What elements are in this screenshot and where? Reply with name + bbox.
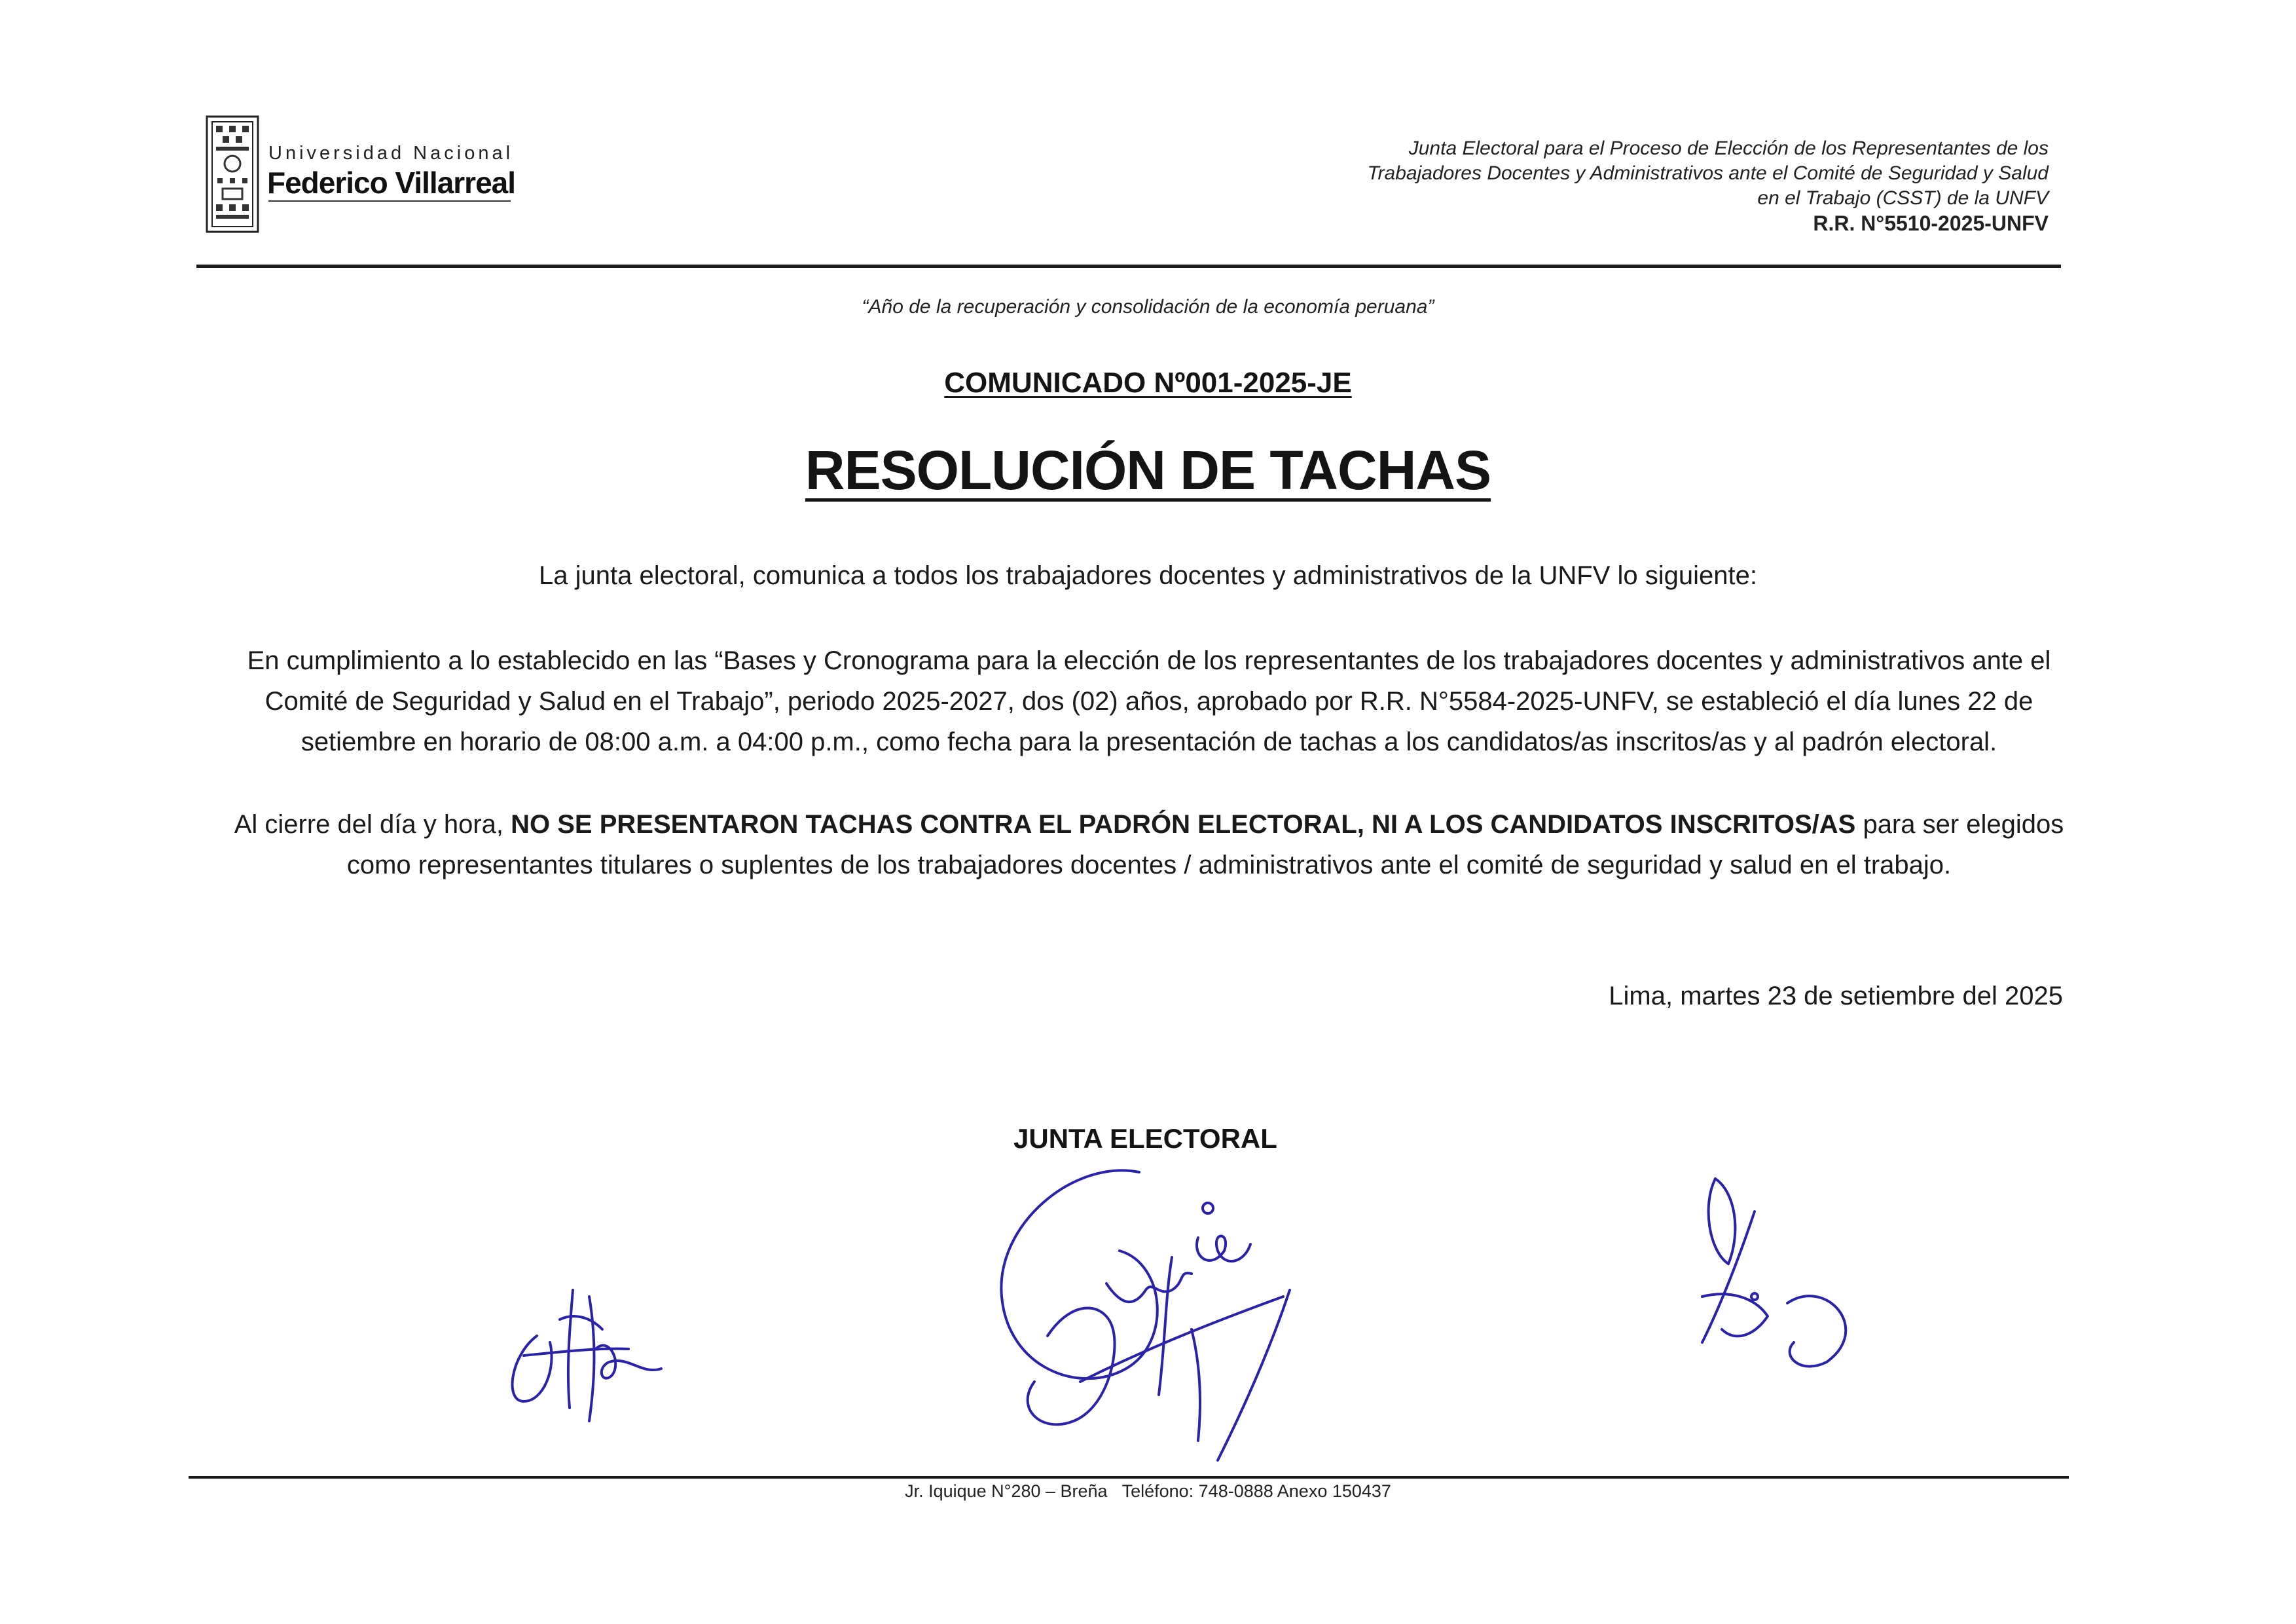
electoral-board-label: JUNTA ELECTORAL bbox=[1013, 1123, 1277, 1154]
intro-paragraph: La junta electoral, comunica a todos los trabajadores docentes y administrativos de la UNFV lo siguiente: bbox=[539, 561, 1757, 590]
electoral-board-header bbox=[1263, 136, 2049, 236]
paragraph-2-line-2: como representantes titulares o suplentes de los trabajadores docentes / administrativos ante el comité de seguridad y salud en el trabajo. bbox=[346, 851, 1952, 879]
page-title-text: RESOLUCIÓN DE TACHAS bbox=[805, 439, 1491, 501]
paragraph-2-line-1 bbox=[216, 804, 2082, 845]
header-divider bbox=[196, 265, 2061, 268]
page-title bbox=[0, 439, 2296, 502]
paragraph-2-bold-statement: NO SE PRESENTARON TACHAS CONTRA EL PADRÓN ELECTORAL, NI A LOS CANDIDATOS INSCRITOS/AS bbox=[511, 810, 1856, 839]
year-motto: “Año de la recuperación y consolidación de la economía peruana” bbox=[862, 296, 1434, 318]
university-name-line2: Federico Villarreal bbox=[267, 166, 516, 200]
paragraph-2-prefix: Al cierre del día y hora, bbox=[234, 810, 511, 839]
paragraph-1-line: setiembre en horario de 08:00 a.m. a 04:00 p.m., como fecha para la presentación de tachas a los candidatos/as inscritos/as y al padrón electoral. bbox=[301, 728, 1997, 756]
signature-right bbox=[1676, 1166, 1866, 1382]
paragraph-1-line: Comité de Seguridad y Salud en el Trabajo”, periodo 2025-2027, dos (02) años, aprobado por R.R. N°5584-2025-UNFV, se estableció el día lunes 22 de bbox=[264, 687, 2033, 716]
paragraph-1 bbox=[216, 640, 2082, 762]
footer-divider bbox=[189, 1476, 2069, 1479]
footer-address: Jr. Iquique N°280 – Breña Teléfono: 748-0888 Anexo 150437 bbox=[905, 1481, 1391, 1501]
resolution-reference: R.R. N°5510-2025-UNFV bbox=[1813, 212, 2049, 235]
logo-underline bbox=[268, 200, 511, 202]
date-line: Lima, martes 23 de setiembre del 2025 bbox=[1609, 982, 2063, 1010]
signature-left bbox=[498, 1270, 687, 1428]
university-crest-icon bbox=[206, 115, 259, 233]
paragraph-2 bbox=[216, 804, 2082, 885]
paragraph-1-line: En cumplimiento a lo establecido en las “Bases y Cronograma para la elección de los representantes de los trabajadores docentes y administrativos ante el bbox=[247, 646, 2051, 675]
paragraph-2-suffix: para ser elegidos bbox=[1855, 810, 2064, 839]
university-name-line1: Universidad Nacional bbox=[268, 143, 514, 164]
communique-number-text: COMUNICADO Nº001-2025-JE bbox=[944, 367, 1352, 399]
header-line-2: Trabajadores Docentes y Administrativos ante el Comité de Seguridad y Salud bbox=[1367, 162, 2049, 184]
header-line-1: Junta Electoral para el Proceso de Elección de los Representantes de los bbox=[1408, 138, 2049, 159]
header-line-3: en el Trabajo (CSST) de la UNFV bbox=[1757, 187, 2049, 209]
signature-center bbox=[975, 1133, 1316, 1480]
communique-number bbox=[0, 367, 2296, 399]
